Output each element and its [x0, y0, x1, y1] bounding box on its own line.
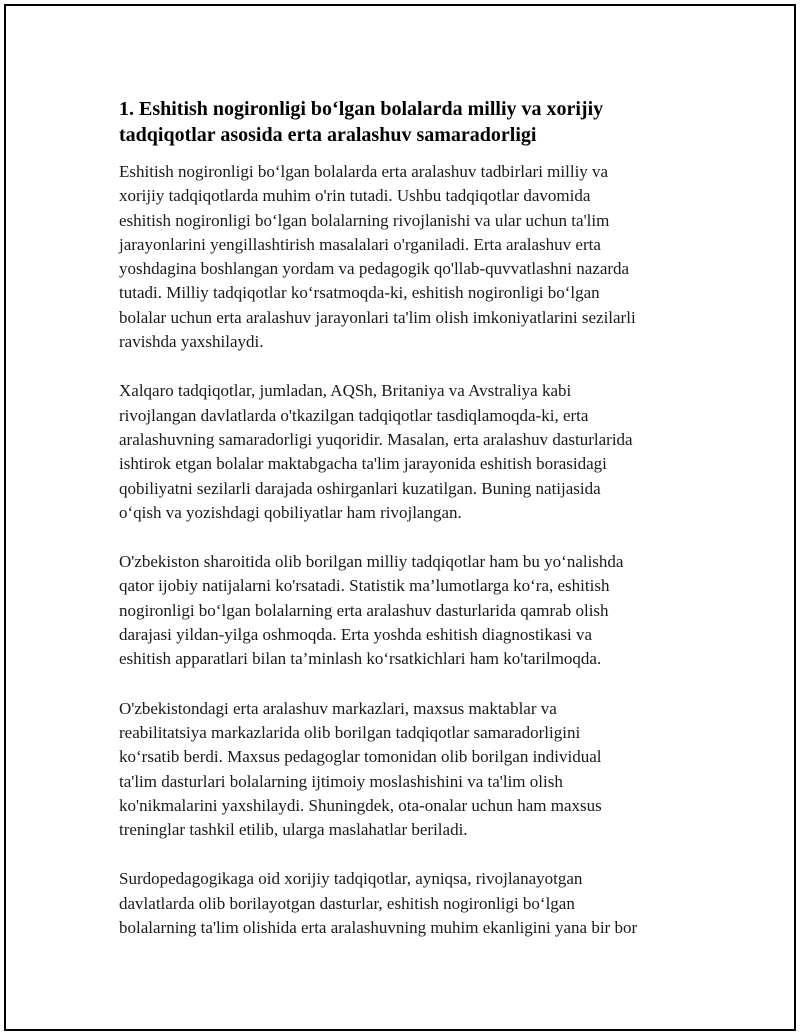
paragraph-1: Eshitish nogironligi bo‘lgan bolalarda erta aralashuv tadbirlari milliy va xorijiy tadqiqotlarda muhim o'rin tutadi. Ushbu tadqiqotlar davomida eshitish nogironligi bo‘lgan bolalarning rivojlanishi va ular uchun ta'lim jarayonlarini yengillashtirish masalalari o'rganiladi. Erta aralashuv erta yoshdagina boshlangan yordam va pedagogik qo'llab-quvvatlashni nazarda tutadi. Milliy tadqiqotlar ko‘rsatmoqda-ki, eshitish nogironligi bo‘lgan bolalar uchun erta aralashuv jarayonlari ta'lim olish imkoniyatlarini sezilarli ravishda yaxshilaydi. [119, 162, 636, 352]
paragraph-3: O'zbekiston sharoitida olib borilgan milliy tadqiqotlar ham bu yo‘nalishda qator ijobiy natijalarni ko'rsatadi. Statistik ma’lumotlarga ko‘ra, eshitish nogironligi bo‘lgan bolalarning erta aralashuv dasturlarida qamrab olish darajasi yildan-yilga oshmoqda. Erta yoshda eshitish diagnostikasi va eshitish apparatlari bilan ta’minlash ko‘rsatkichlari ham ko'tarilmoqda. [119, 552, 624, 669]
paragraph-5: Surdopedagogikaga oid xorijiy tadqiqotlar, ayniqsa, rivojlanayotgan davlatlarda olib borilayotgan dasturlar, eshitish nogironligi bo‘lgan bolalarning ta'lim olishida erta aralashuvning muhim ekanligini yana bir bor [119, 869, 638, 938]
section-heading: 1. Eshitish nogironligi bo‘lgan bolalarda milliy va xorijiy tadqiqotlar asosida erta aralashuv samaradorligi [119, 98, 604, 146]
paragraph-2: Xalqaro tadqiqotlar, jumladan, AQSh, Britaniya va Avstraliya kabi rivojlangan davlatlarda o'tkazilgan tadqiqotlar tasdiqlamoqda-ki, erta aralashuvning samaradorligi yuqoridir. Masalan, erta aralashuv dasturlarida ishtirok etgan bolalar maktabgacha ta'lim jarayonida eshitish borasidagi qobiliyatni sezilarli darajada oshirganlari kuzatilgan. Buning natijasida o‘qish va yozishdagi qobiliyatlar ham rivojlangan. [119, 381, 633, 522]
paragraph-4: O'zbekistondagi erta aralashuv markazlari, maxsus maktablar va reabilitatsiya markazlarida olib borilgan tadqiqotlar samaradorligini ko‘rsatib berdi. Maxsus pedagoglar tomonidan olib borilgan individual ta'lim dasturlari bolalarning ijtimoiy moslashishini va ta'lim olish ko'nikmalarini yaxshilaydi. Shuningdek, ota-onalar uchun ham maxsus treninglar tashkil etilib, ularga maslahatlar beriladi. [119, 698, 602, 840]
document-body [119, 96, 694, 965]
page-frame [4, 4, 796, 1031]
